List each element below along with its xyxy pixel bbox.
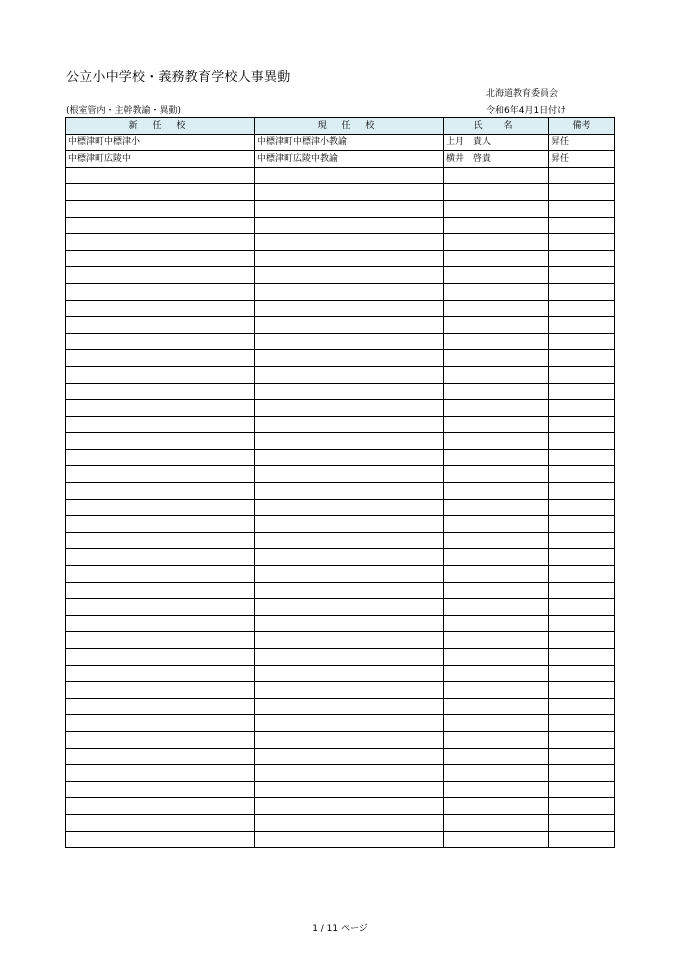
cell-name: [444, 682, 549, 699]
cell-new-school: [66, 250, 255, 267]
table-row-empty: [66, 483, 615, 500]
table-row-empty: [66, 283, 615, 300]
cell-current-school: [255, 599, 444, 616]
table-row-empty: [66, 317, 615, 334]
cell-remarks: [549, 831, 615, 848]
table-row-empty: [66, 400, 615, 417]
cell-remarks: [549, 366, 615, 383]
cell-name: [444, 599, 549, 616]
cell-new-school: [66, 317, 255, 334]
cell-new-school: [66, 400, 255, 417]
cell-current-school: [255, 682, 444, 699]
cell-current-school: [255, 416, 444, 433]
cell-current-school: [255, 366, 444, 383]
cell-remarks: [549, 599, 615, 616]
cell-current-school: [255, 781, 444, 798]
table-row-empty: [66, 715, 615, 732]
cell-new-school: [66, 499, 255, 516]
cell-new-school: [66, 615, 255, 632]
cell-name: [444, 781, 549, 798]
cell-new-school: [66, 350, 255, 367]
cell-name: [444, 433, 549, 450]
cell-new-school: [66, 184, 255, 201]
cell-new-school: 中標津町中標津小: [66, 134, 255, 151]
cell-current-school: [255, 532, 444, 549]
table-row-empty: [66, 333, 615, 350]
cell-remarks: [549, 765, 615, 782]
cell-current-school: [255, 333, 444, 350]
table-row-empty: [66, 217, 615, 234]
cell-name: [444, 566, 549, 583]
cell-current-school: [255, 167, 444, 184]
cell-name: [444, 549, 549, 566]
cell-current-school: [255, 200, 444, 217]
cell-current-school: [255, 449, 444, 466]
cell-new-school: [66, 167, 255, 184]
table-row-empty: [66, 416, 615, 433]
cell-current-school: [255, 549, 444, 566]
cell-current-school: 中標津町広陵中教諭: [255, 151, 444, 168]
cell-remarks: [549, 549, 615, 566]
cell-remarks: [549, 781, 615, 798]
column-header-name: 氏 名: [444, 118, 549, 135]
cell-name: [444, 665, 549, 682]
cell-new-school: [66, 333, 255, 350]
cell-new-school: [66, 715, 255, 732]
cell-current-school: [255, 632, 444, 649]
cell-remarks: [549, 234, 615, 251]
cell-new-school: [66, 599, 255, 616]
cell-name: [444, 217, 549, 234]
cell-remarks: [549, 383, 615, 400]
effective-date: 令和6年4月1日付け: [486, 106, 567, 116]
cell-remarks: [549, 217, 615, 234]
cell-remarks: [549, 798, 615, 815]
cell-remarks: [549, 400, 615, 417]
cell-remarks: [549, 350, 615, 367]
cell-remarks: [549, 200, 615, 217]
cell-remarks: [549, 566, 615, 583]
cell-remarks: [549, 466, 615, 483]
cell-remarks: [549, 283, 615, 300]
table-row-empty: [66, 649, 615, 666]
cell-name: [444, 632, 549, 649]
table-row-empty: [66, 748, 615, 765]
cell-current-school: [255, 400, 444, 417]
cell-current-school: [255, 466, 444, 483]
cell-new-school: [66, 566, 255, 583]
cell-name: [444, 416, 549, 433]
table-row-empty: [66, 599, 615, 616]
cell-new-school: [66, 765, 255, 782]
table-row-empty: [66, 698, 615, 715]
cell-current-school: [255, 831, 444, 848]
table-row-empty: [66, 466, 615, 483]
cell-name: [444, 449, 549, 466]
cell-name: [444, 798, 549, 815]
cell-name: [444, 283, 549, 300]
table-row-empty: [66, 665, 615, 682]
cell-current-school: [255, 649, 444, 666]
cell-remarks: [549, 532, 615, 549]
cell-current-school: [255, 383, 444, 400]
cell-current-school: [255, 499, 444, 516]
cell-current-school: [255, 350, 444, 367]
table-row-empty: [66, 350, 615, 367]
cell-name: [444, 483, 549, 500]
cell-remarks: [549, 416, 615, 433]
cell-current-school: [255, 250, 444, 267]
table-row-empty: [66, 682, 615, 699]
table-row-empty: [66, 516, 615, 533]
cell-remarks: [549, 449, 615, 466]
cell-remarks: [549, 632, 615, 649]
cell-name: [444, 649, 549, 666]
cell-new-school: [66, 267, 255, 284]
cell-name: [444, 333, 549, 350]
cell-name: [444, 582, 549, 599]
cell-name: [444, 532, 549, 549]
table-row-empty: [66, 433, 615, 450]
cell-remarks: [549, 433, 615, 450]
cell-new-school: [66, 814, 255, 831]
cell-new-school: [66, 649, 255, 666]
cell-new-school: [66, 466, 255, 483]
table-row-empty: [66, 200, 615, 217]
personnel-table: [65, 117, 615, 848]
cell-current-school: [255, 317, 444, 334]
cell-current-school: [255, 566, 444, 583]
table-row-empty: [66, 549, 615, 566]
cell-remarks: [549, 731, 615, 748]
cell-name: [444, 499, 549, 516]
page-number: 1 / 11 ページ: [312, 924, 368, 934]
column-header-remarks: 備考: [549, 118, 615, 135]
cell-name: [444, 350, 549, 367]
cell-remarks: [549, 682, 615, 699]
table-row-empty: [66, 167, 615, 184]
table-row-empty: [66, 250, 615, 267]
cell-new-school: [66, 449, 255, 466]
cell-new-school: 中標津町広陵中: [66, 151, 255, 168]
cell-current-school: [255, 483, 444, 500]
cell-name: [444, 814, 549, 831]
cell-current-school: [255, 798, 444, 815]
cell-name: [444, 516, 549, 533]
table-body: [66, 134, 615, 848]
cell-name: [444, 383, 549, 400]
table-row-empty: [66, 184, 615, 201]
issuer-name: 北海道教育委員会: [486, 89, 559, 99]
cell-remarks: [549, 184, 615, 201]
document-subtitle: (根室管内・主幹教諭・異動): [66, 106, 182, 116]
cell-remarks: [549, 582, 615, 599]
table-row-empty: [66, 582, 615, 599]
cell-name: [444, 184, 549, 201]
cell-current-school: [255, 184, 444, 201]
cell-name: [444, 731, 549, 748]
cell-name: [444, 748, 549, 765]
cell-new-school: [66, 383, 255, 400]
table-row: [66, 151, 615, 168]
cell-remarks: [549, 300, 615, 317]
cell-new-school: [66, 682, 255, 699]
cell-current-school: [255, 582, 444, 599]
cell-new-school: [66, 283, 255, 300]
cell-name: [444, 400, 549, 417]
table-row-empty: [66, 798, 615, 815]
cell-new-school: [66, 217, 255, 234]
cell-remarks: [549, 499, 615, 516]
cell-new-school: [66, 433, 255, 450]
table-row-empty: [66, 615, 615, 632]
cell-name: [444, 615, 549, 632]
cell-remarks: [549, 333, 615, 350]
cell-name: [444, 366, 549, 383]
cell-name: [444, 466, 549, 483]
cell-remarks: [549, 516, 615, 533]
table-row-empty: [66, 814, 615, 831]
cell-new-school: [66, 366, 255, 383]
cell-remarks: [549, 665, 615, 682]
cell-current-school: [255, 217, 444, 234]
table-row-empty: [66, 765, 615, 782]
cell-remarks: [549, 267, 615, 284]
table-row-empty: [66, 383, 615, 400]
cell-current-school: [255, 715, 444, 732]
cell-name: [444, 698, 549, 715]
cell-current-school: [255, 300, 444, 317]
cell-remarks: [549, 317, 615, 334]
cell-new-school: [66, 632, 255, 649]
cell-name: [444, 267, 549, 284]
cell-new-school: [66, 516, 255, 533]
cell-current-school: [255, 748, 444, 765]
table-row-empty: [66, 300, 615, 317]
cell-name: [444, 831, 549, 848]
column-header-current-school: 現 任 校: [255, 118, 444, 135]
document-title: 公立小中学校・義務教育学校人事異動: [66, 70, 291, 85]
cell-new-school: [66, 665, 255, 682]
table-row-empty: [66, 449, 615, 466]
cell-name: [444, 715, 549, 732]
cell-name: [444, 200, 549, 217]
cell-name: [444, 234, 549, 251]
table-row: [66, 134, 615, 151]
cell-current-school: [255, 765, 444, 782]
cell-name: [444, 317, 549, 334]
cell-name: 横井 啓貴: [444, 151, 549, 168]
cell-new-school: [66, 582, 255, 599]
table-row-empty: [66, 731, 615, 748]
cell-current-school: [255, 698, 444, 715]
cell-new-school: [66, 416, 255, 433]
cell-new-school: [66, 781, 255, 798]
cell-current-school: [255, 665, 444, 682]
cell-remarks: [549, 698, 615, 715]
table-row-empty: [66, 566, 615, 583]
cell-remarks: [549, 814, 615, 831]
cell-remarks: [549, 483, 615, 500]
cell-remarks: [549, 615, 615, 632]
table-row-empty: [66, 781, 615, 798]
cell-new-school: [66, 798, 255, 815]
table-row-empty: [66, 499, 615, 516]
cell-new-school: [66, 234, 255, 251]
cell-remarks: [549, 748, 615, 765]
cell-name: 上月 貴人: [444, 134, 549, 151]
cell-remarks: [549, 715, 615, 732]
cell-remarks: 昇任: [549, 151, 615, 168]
cell-current-school: [255, 731, 444, 748]
cell-new-school: [66, 532, 255, 549]
cell-current-school: [255, 267, 444, 284]
cell-remarks: [549, 649, 615, 666]
cell-remarks: 昇任: [549, 134, 615, 151]
cell-new-school: [66, 831, 255, 848]
cell-new-school: [66, 549, 255, 566]
cell-current-school: [255, 234, 444, 251]
cell-current-school: [255, 433, 444, 450]
table-row-empty: [66, 632, 615, 649]
cell-new-school: [66, 483, 255, 500]
table-row-empty: [66, 366, 615, 383]
table-row-empty: [66, 267, 615, 284]
cell-name: [444, 250, 549, 267]
cell-remarks: [549, 250, 615, 267]
cell-current-school: [255, 516, 444, 533]
table-row-empty: [66, 831, 615, 848]
cell-new-school: [66, 748, 255, 765]
cell-new-school: [66, 731, 255, 748]
cell-name: [444, 167, 549, 184]
cell-current-school: 中標津町中標津小教諭: [255, 134, 444, 151]
column-header-new-school: 新 任 校: [66, 118, 255, 135]
cell-current-school: [255, 283, 444, 300]
cell-new-school: [66, 300, 255, 317]
table-row-empty: [66, 532, 615, 549]
table-header-row: [66, 118, 615, 135]
cell-new-school: [66, 200, 255, 217]
cell-name: [444, 300, 549, 317]
table-row-empty: [66, 234, 615, 251]
cell-current-school: [255, 814, 444, 831]
cell-new-school: [66, 698, 255, 715]
cell-remarks: [549, 167, 615, 184]
cell-name: [444, 765, 549, 782]
cell-current-school: [255, 615, 444, 632]
